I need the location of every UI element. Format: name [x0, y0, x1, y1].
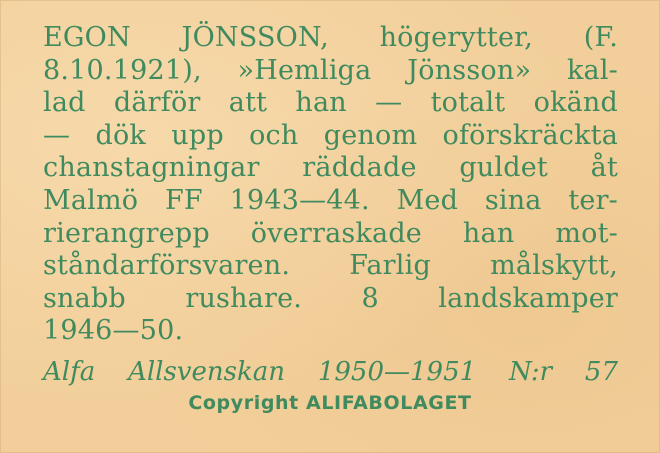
- bio-line: ståndarförsvaren. Farlig målskytt,: [43, 250, 618, 282]
- bio-line: 1946—50.: [43, 315, 184, 347]
- bio-line: Malmö FF 1943—44. Med sina ter-: [43, 184, 618, 216]
- copyright-notice: Copyright ALIFABOLAGET: [188, 392, 472, 414]
- bio-line: lad därför att han — totalt okänd: [43, 87, 618, 119]
- bio-line: 8.10.1921), »Hemliga Jönsson» kal-: [43, 54, 618, 86]
- bio-line: chanstagningar räddade guldet åt: [43, 152, 618, 184]
- bio-line: EGON JÖNSSON, högerytter, (F.: [43, 22, 618, 53]
- bio-line: rierangrepp överraskade han mot-: [43, 217, 618, 249]
- bio-line: — dök upp och genom oförskräckta: [43, 119, 618, 151]
- player-biography: [43, 22, 618, 348]
- card-series-number: Alfa Allsvenskan 1950—1951 N:r 57: [43, 357, 618, 387]
- bio-line: snabb rushare. 8 landskamper: [43, 282, 618, 314]
